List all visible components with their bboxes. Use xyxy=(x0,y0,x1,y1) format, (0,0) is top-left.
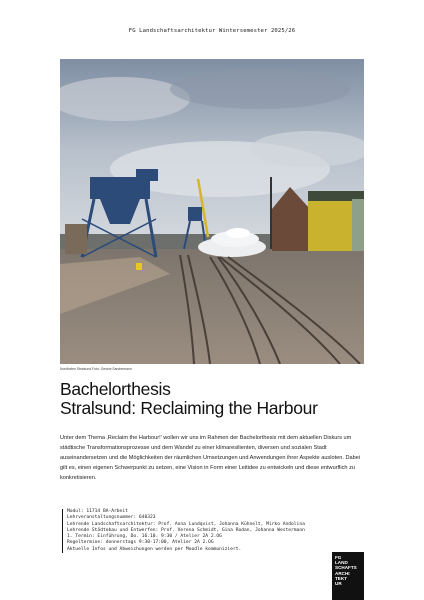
page-title xyxy=(60,380,318,418)
info-line: Regeltermine: donnerstags 9:30-17:00, Atelier 2A 2.OG xyxy=(67,540,214,546)
description-paragraph: Unter dem Thema ‚Reclaim the Harbour!' wollen wir uns im Rahmen der Bachelorthesis mit dem aktuellen Diskurs um städtische Transformationsprozesse und dem Wandel zu einer klimaresilienten, diversen und sozialen Stadt auseinandersetzen und die Möglichkeiten der räumlichen Umsetzungen und Anwendungen ihrer Aspekte ausloten. Dabei gilt es, einen eigenen Schwerpunkt zu setzen, eine Vision in Form einer Leitidee zu entwickeln und diese entwurflich zu konkretisieren. xyxy=(60,435,361,482)
logo-line: SCHAFTS xyxy=(335,565,357,571)
logo-line: ARCHI xyxy=(335,570,350,576)
title-line-2: Stralsund: Reclaiming the Harbour xyxy=(60,398,318,418)
title-line-1: Bachelorthesis xyxy=(60,379,171,399)
warehouse xyxy=(272,187,364,251)
info-line: 1. Termin: Einführung, Do. 16.10. 9:30 / Atelier 2A 2.OG xyxy=(67,534,222,540)
department-logo xyxy=(332,552,364,600)
header-course-label: FG Landschaftsarchitektur Wintersemester 2025/26 xyxy=(128,28,296,34)
course-info-block xyxy=(62,509,329,553)
logo-line: UR xyxy=(335,581,342,587)
logo-line: TEKT xyxy=(335,575,347,581)
info-line: Aktuelle Infos und Abweichungen werden per Moodle kommuniziert. xyxy=(67,546,242,552)
info-line: Lehrende Städtebau und Entwerfen: Prof. Verena Schmidt, Gina Rodan, Johanna Westermann xyxy=(67,527,305,533)
info-line: Modul: 11714 BA-Arbeit xyxy=(67,509,128,514)
harbour-photo xyxy=(60,59,364,364)
description xyxy=(60,433,366,483)
info-line: Lehrveranstaltungsnummer: 640323 xyxy=(67,515,156,521)
info-line: Lehrende Landschaftsarchitektur: Prof. Anna Lundqvist, Johanna Kühnelt, Mirko Andolina xyxy=(67,521,305,527)
logo-line: FG xyxy=(335,555,342,560)
photo-caption: Nordhafen Stralsund Foto: Gesine Sandermann xyxy=(60,367,132,371)
logo-line: LAND xyxy=(335,560,348,566)
